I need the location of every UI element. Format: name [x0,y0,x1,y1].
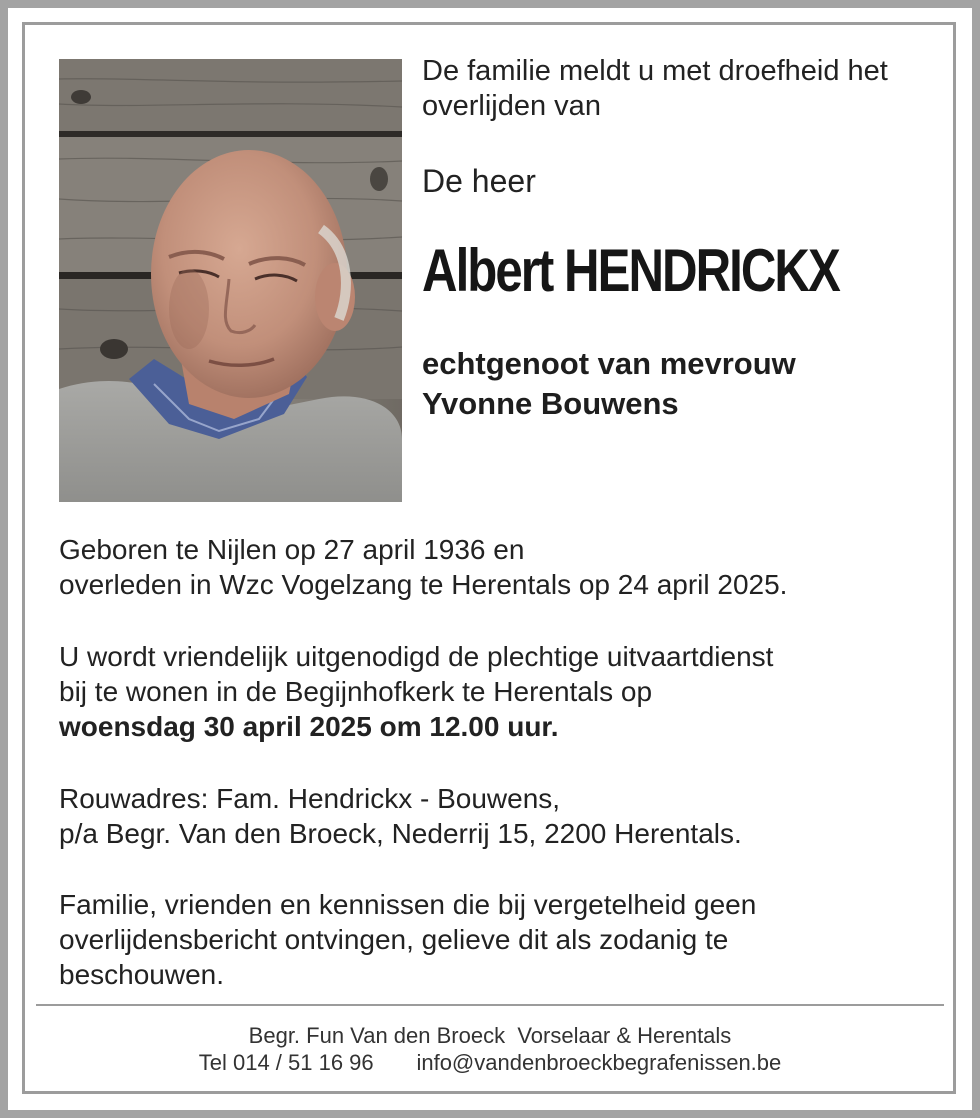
portrait-photo [59,59,402,502]
spouse-line-2: Yvonne Bouwens [422,386,679,421]
contact-row [8,1049,972,1076]
funeral-home-footer [8,1022,972,1076]
birth-death-paragraph [59,532,919,602]
funeral-date-time: woensdag 30 april 2025 om 12.00 uur. [59,711,559,742]
phone-number: Tel 014 / 51 16 96 [198,1050,374,1075]
spouse-line-1: echtgenoot van mevrouw [422,346,796,381]
funeral-line-2: bij te wonen in de Begijnhofkerk te Herentals op [59,676,653,707]
closing-line-2: overlijdensbericht ontvingen, gelieve dit als zodanig te [59,924,729,955]
spouse-info [422,344,796,424]
death-line: overleden in Wzc Vogelzang te Herentals op 24 april 2025. [59,569,788,600]
footer-divider [36,1004,944,1006]
funeral-paragraph [59,639,919,744]
intro-text: De familie meldt u met droefheid het overlijden van [422,55,888,122]
birth-line: Geboren te Nijlen op 27 april 1936 en [59,534,525,565]
address-paragraph [59,781,919,851]
funeral-home-name: Begr. Fun Van den Broeck Vorselaar & Herentals [248,1023,732,1048]
honorific: De heer [422,163,536,199]
closing-paragraph [59,887,919,992]
death-notice-card [8,8,972,1110]
deceased-name: Albert HENDRICKX [422,237,839,304]
address-line-2: p/a Begr. Van den Broeck, Nederrij 15, 2200 Herentals. [59,818,742,849]
closing-line-1: Familie, vrienden en kennissen die bij vergetelheid geen [59,889,757,920]
funeral-line-1: U wordt vriendelijk uitgenodigd de plechtige uitvaartdienst [59,641,774,672]
email-address: info@vandenbroeckbegrafenissen.be [416,1050,782,1075]
address-line-1: Rouwadres: Fam. Hendrickx - Bouwens, [59,783,561,814]
closing-line-3: beschouwen. [59,959,225,990]
